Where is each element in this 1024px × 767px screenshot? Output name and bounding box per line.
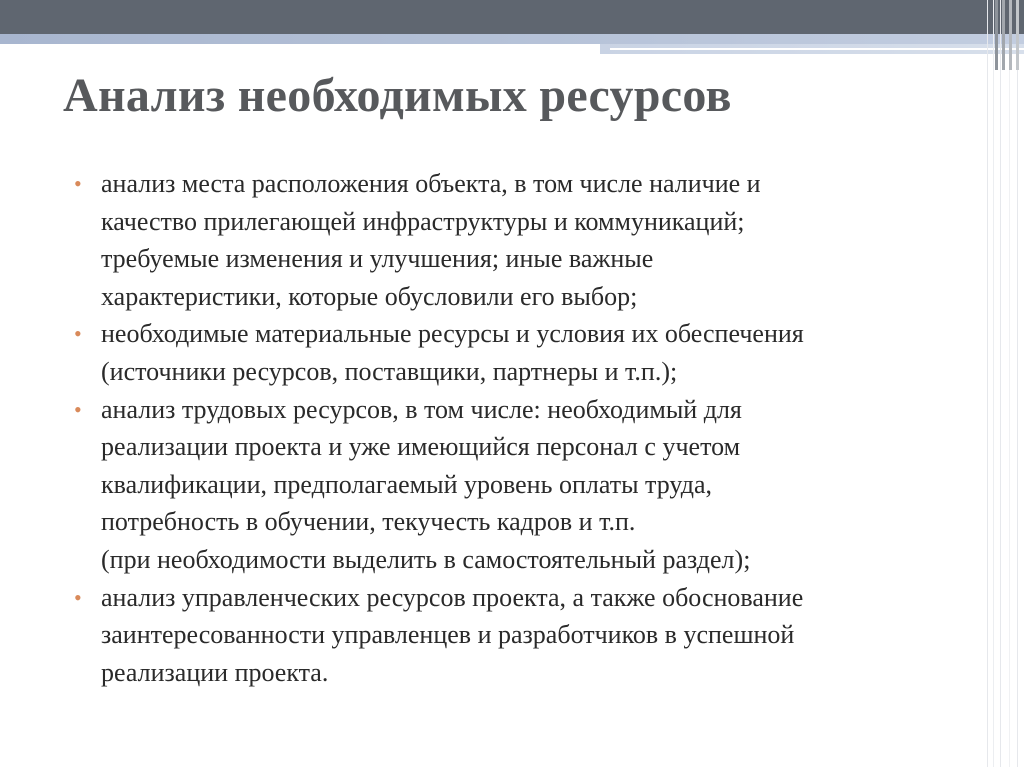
bullet-item — [74, 315, 954, 390]
band-line — [995, 0, 998, 70]
band-line — [1016, 0, 1019, 70]
right-decorative-lines — [985, 0, 1024, 767]
deco-line — [1017, 0, 1018, 767]
top-decorative-band — [0, 0, 1024, 34]
bullet-text-line: реализации проекта. — [101, 657, 329, 687]
deco-line — [987, 0, 988, 767]
bullet-text-line: потребность в обучении, текучесть кадров и т.п. — [101, 507, 636, 537]
slide-title: Анализ необходимых ресурсов — [63, 69, 732, 122]
bullet-text-line: характеристики, которые обусловили его выбор; — [101, 281, 638, 311]
bullet-item — [74, 391, 954, 579]
bullet-text-line: реализации проекта и уже имеющийся персонал с учетом — [101, 432, 741, 462]
bullet-dot-icon: • — [74, 396, 82, 422]
bullet-dot-icon: • — [74, 321, 82, 347]
bullet-text-line: (источники ресурсов, поставщики, партнеры и т.п.); — [101, 356, 678, 386]
bullet-text-line: требуемые изменения и улучшения; иные важные — [101, 244, 654, 274]
bullet-dot-icon: • — [74, 584, 82, 610]
bullet-item — [74, 165, 954, 315]
deco-line — [1000, 0, 1001, 767]
bullet-list — [74, 165, 954, 691]
bullet-text-line: (при необходимости выделить в самостоятельный раздел); — [101, 544, 751, 574]
deco-line — [993, 0, 994, 767]
band-line — [1002, 0, 1005, 70]
bullet-text-line: анализ места расположения объекта, в том числе наличие и — [101, 169, 761, 198]
bullet-text-line: квалификации, предполагаемый уровень оплаты труда, — [101, 469, 712, 499]
bullet-dot-icon: • — [74, 171, 82, 196]
bullet-text-line: необходимые материальные ресурсы и условия их обеспечения — [101, 319, 804, 349]
bullet-text-line: заинтересованности управленцев и разработчиков в успешной — [101, 620, 795, 650]
deco-line — [1009, 0, 1010, 767]
top-white-line — [610, 48, 1024, 50]
top-blue-stripe — [0, 34, 1024, 44]
bullet-text-line: анализ трудовых ресурсов, в том числе: необходимый для — [101, 394, 742, 424]
bullet-text-line: анализ управленческих ресурсов проекта, а также обоснование — [101, 582, 804, 612]
band-line — [1009, 0, 1012, 70]
bullet-text-line: качество прилегающей инфраструктуры и коммуникаций; — [101, 206, 745, 236]
bullet-item — [74, 579, 954, 692]
band-vertical-lines — [995, 0, 1024, 70]
